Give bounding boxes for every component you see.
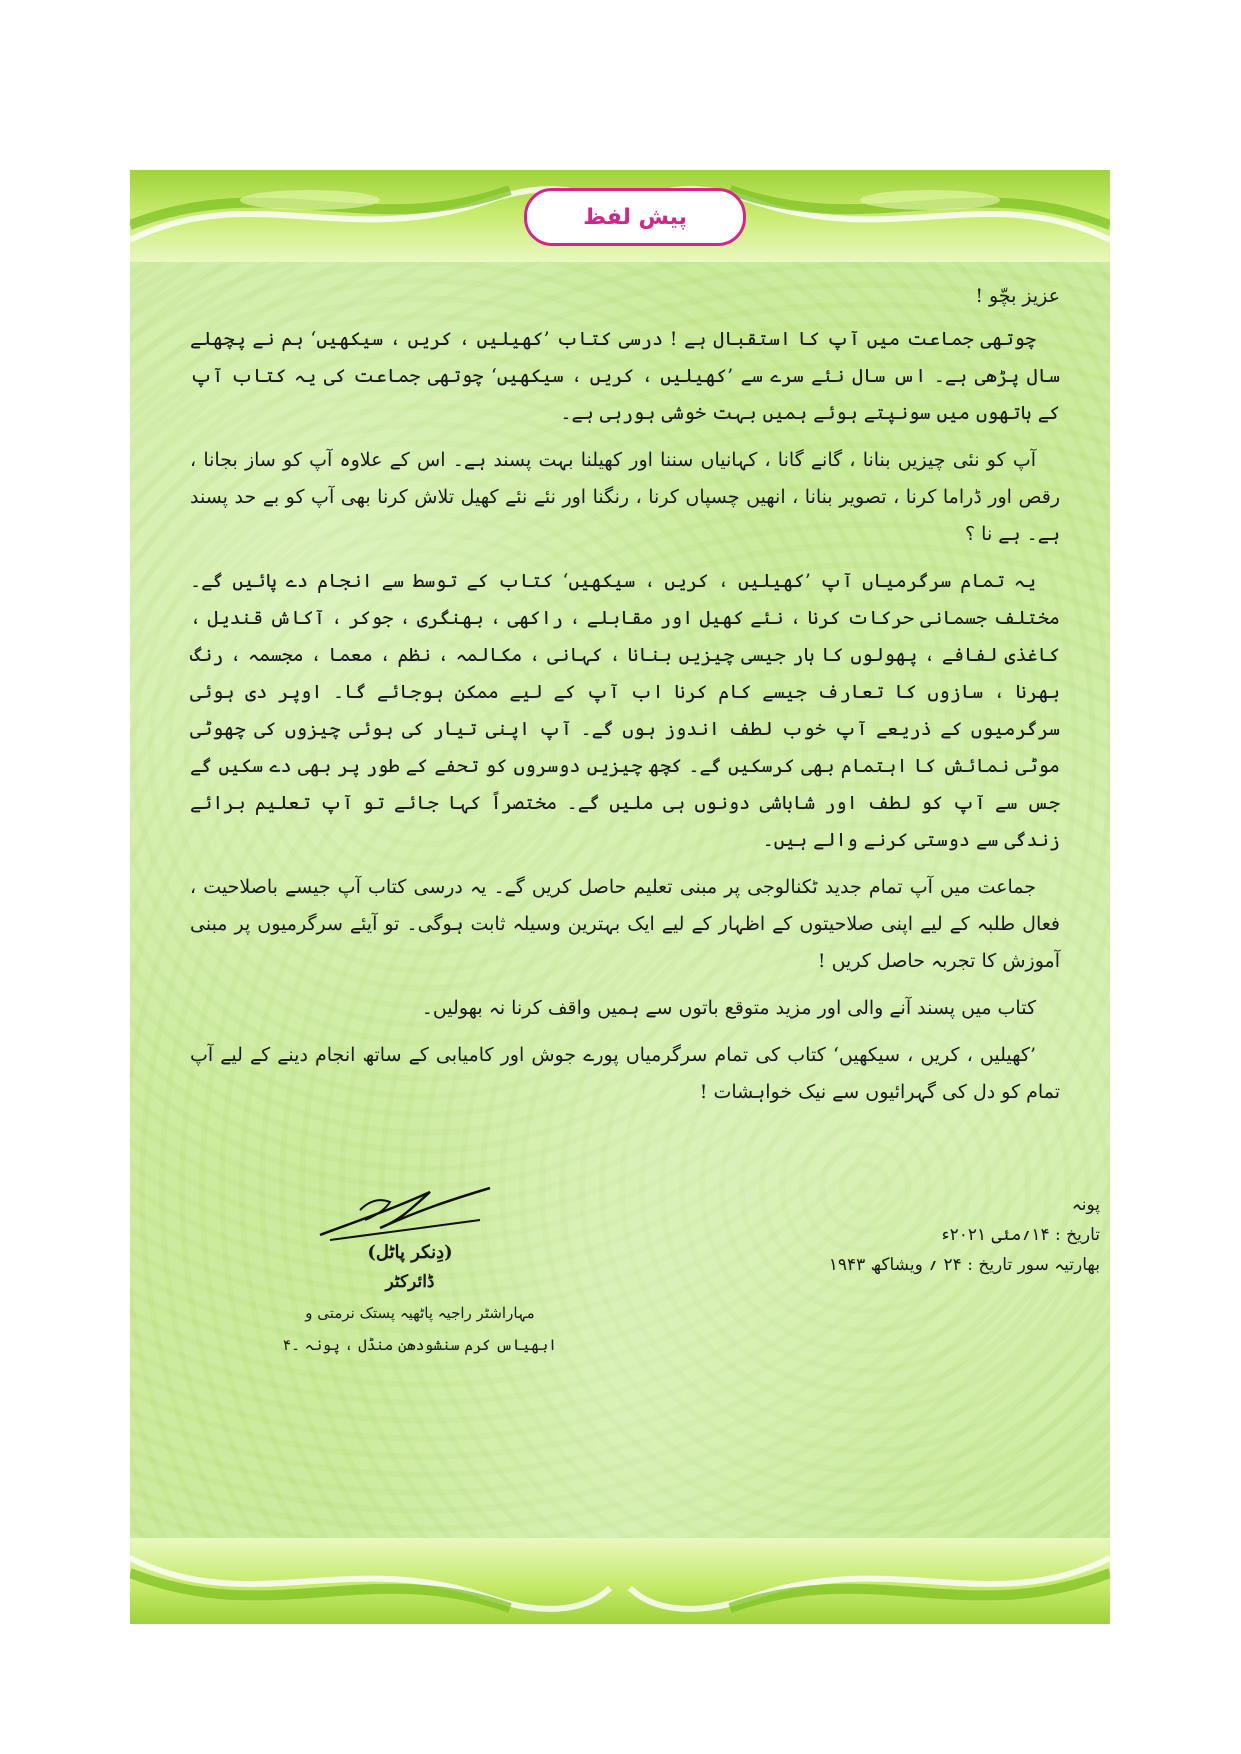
signature-scribble-icon [300, 1180, 500, 1250]
paragraph-5: کتاب میں پسند آنے والی اور مزید متوقع باتوں سے ہمیں واقف کرنا نہ بھولیں۔ [421, 997, 1036, 1019]
paragraph-4: جماعت میں آپ تمام جدید ٹکنالوجی پر مبنی تعلیم حاصل کریں گے۔ یہ درسی کتاب آپ جیسے باصلاحیت ، فعال طلبہ کے لیے اپنی صلاحیتوں کے اظہار کے لیے ایک بہترین وسیلہ ثابت ہوگی۔ تو آیئے سرگرمیوں پر مبنی آموزش کا تجربہ حاصل کریں ! [190, 876, 1060, 972]
page-title: پیش لفظ [583, 204, 687, 230]
place-date-block [690, 1190, 1100, 1280]
leaf-swirl-icon [130, 1538, 1110, 1624]
bottom-decorative-band [130, 1538, 1110, 1624]
letter-body [190, 278, 1060, 1121]
organization-line-2: ابھیاس کرم سنشودھن منڈل ، پونہ ۔۴ [283, 1336, 557, 1354]
title-pill [524, 188, 746, 246]
salutation: عزیز بچّو ! [975, 285, 1060, 307]
paragraph-2: آپ کو نئی چیزیں بنانا ، گانے گانا ، کہانیاں سننا اور کھیلنا بہت پسند ہے۔ اس کے علاوہ آپ کو ساز بجانا ، رقص اور ڈراما کرنا ، تصویر بنانا ، انھیں چسپاں کرنا ، رنگنا اور نئے نئے کھیل تلاش کرنا بھی آپ کو بے حد پسند ہے۔ ہے نا ؟ [190, 449, 1060, 545]
page-frame [130, 170, 1110, 1624]
signatory-title: ڈائرکٹر [385, 1272, 435, 1292]
paragraph-1: چوتھی جماعت میں آپ کا استقبال ہے ! درسی کتاب ’کھیلیں ، کریں ، سیکھیں‘ ہم نے پچھلے سال پڑھی ہے۔ اس سال نئے سرے سے ’کھیلیں ، کریں ، سیکھیں‘ چوتھی جماعت کی یہ کتاب آپ کے ہاتھوں میں سونپتے ہوئے ہمیں بہت خوشی ہورہی ہے۔ [190, 328, 1060, 424]
place: پونہ [1071, 1195, 1100, 1215]
signature-block [280, 1180, 557, 1380]
organization-line-1: مہاراشٹر راجیہ پاٹھیہ پستک نرمتی و [305, 1304, 535, 1322]
paragraph-6: ’کھیلیں ، کریں ، سیکھیں‘ کتاب کی تمام سرگرمیاں پورے جوش اور کامیابی کے ساتھ انجام دینے کے لیے آپ تمام کو دل کی گہرائیوں سے نیک خواہشات ! [190, 1044, 1060, 1103]
date: تاریخ : ۱۴؍مئی ۲۰۲۱ء [941, 1225, 1100, 1245]
indian-date: بھارتیہ سور تاریخ : ۲۴ ؍ ویشاکھ ۱۹۴۳ [828, 1255, 1100, 1275]
paragraph-3: یہ تمام سرگرمیاں آپ ’کھیلیں ، کریں ، سیکھیں‘ کتاب کے توسط سے انجام دے پائیں گے۔ مختلف جسمانی حرکات کرنا ، نئے کھیل اور مقابلے ، راکھی ، بھنگری ، جوکر ، آکاش قندیل ، کاغذی لفافے ، پھولوں کا ہار جیسی چیزیں بنانا ، کہانی ، مکالمہ ، نظم ، معما ، مجسمہ ، رنگ بھرنا ، سازوں کا تعارف جیسے کام کرنا اب آپ کے لیے ممکن ہوجائے گا۔ اوپر دی ہوئی سرگرمیوں کے ذریعے آپ خوب لطف اندوز ہوں گے۔ آپ اپنی تیار کی ہوئی چیزوں کی چھوٹی موٹی نمائش کا اہتمام بھی کرسکیں گے۔ کچھ چیزیں دوسروں کو تحفے کے طور پر بھی دے سکیں گے جس سے آپ کو لطف اور شاباشی دونوں ہی ملیں گے۔ مختصراً کہا جائے تو آپ تعلیم برائے زندگی سے دوستی کرنے والے ہیں۔ [190, 570, 1060, 851]
signatory-name: (دِنکر پاٹل) [367, 1242, 453, 1263]
top-decorative-band [130, 170, 1110, 262]
